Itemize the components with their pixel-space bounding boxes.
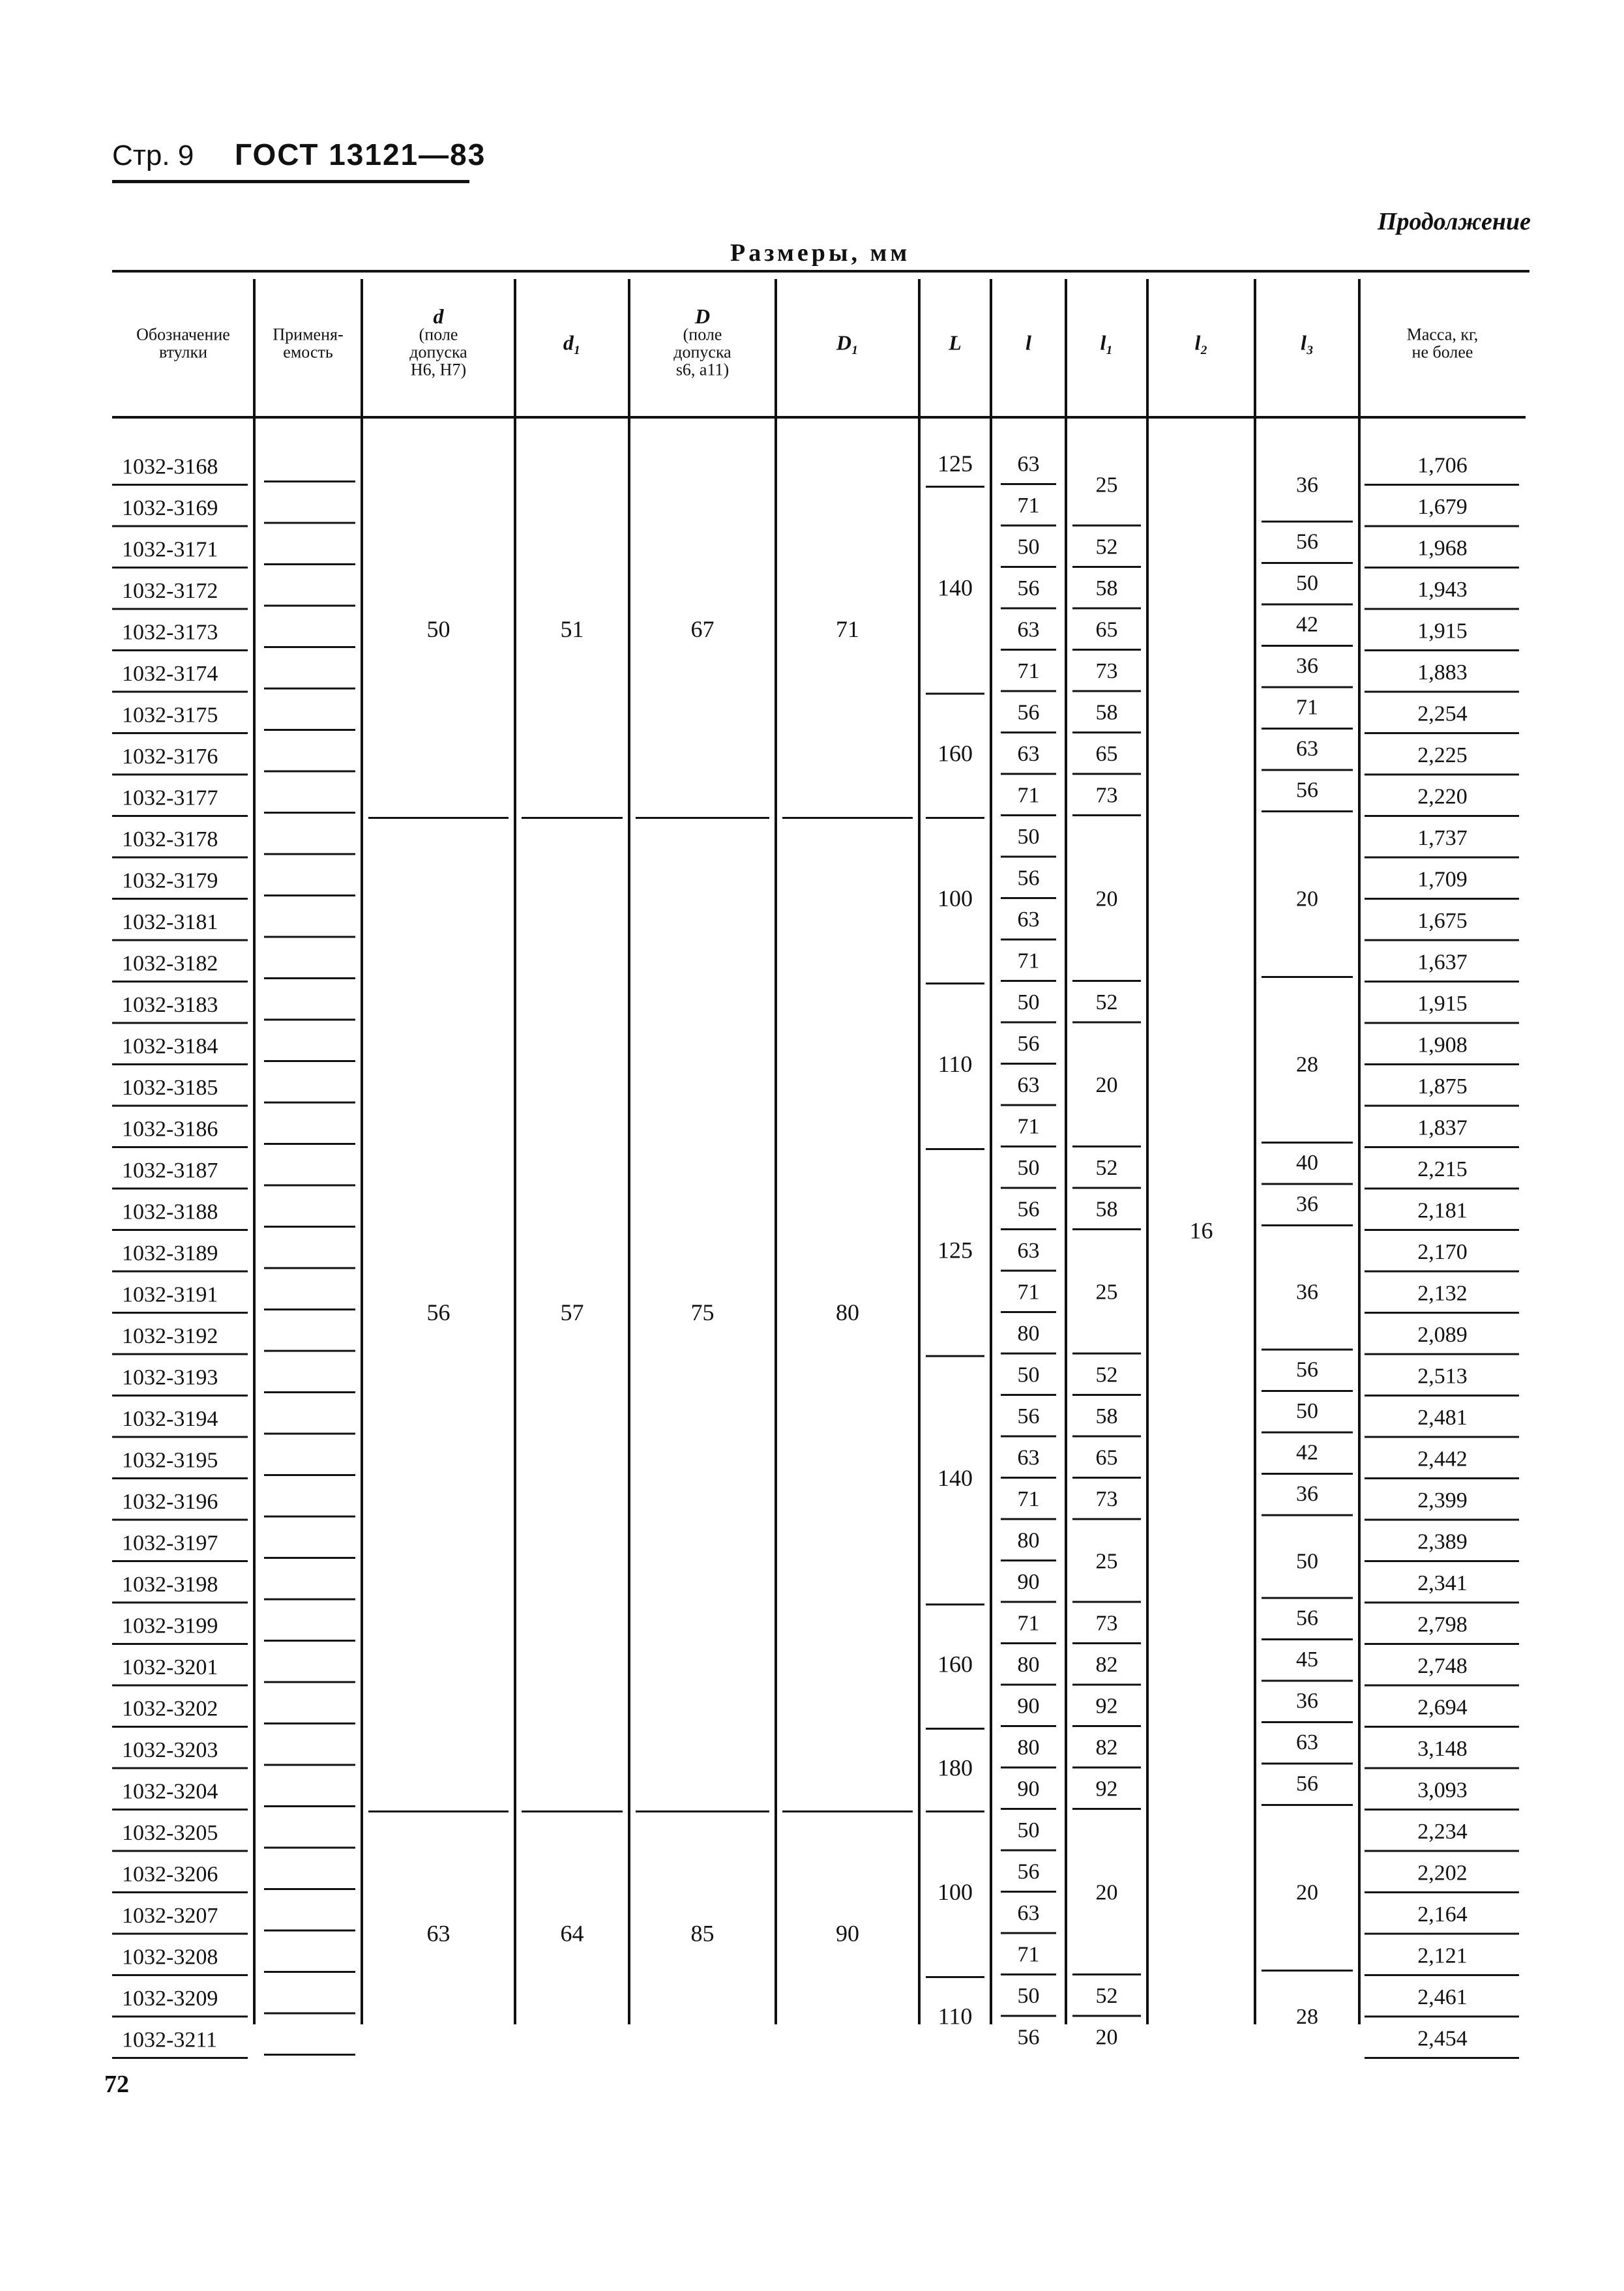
l1-cell: 25 (1095, 473, 1118, 497)
mass-cell: 2,748 (1417, 1654, 1468, 1679)
l3-cell: 42 (1296, 1440, 1318, 1465)
l3-cell: 56 (1296, 529, 1318, 554)
l-cell: 63 (1017, 617, 1040, 642)
mass-cell: 2,399 (1417, 1488, 1468, 1513)
l3-cell: 63 (1296, 737, 1318, 761)
l3-cell: 36 (1296, 1689, 1318, 1713)
L-cell: 100 (937, 1878, 973, 1905)
mass-cell: 2,461 (1417, 1985, 1468, 2010)
mass-cell: 2,513 (1417, 1364, 1468, 1389)
l3-cell: 40 (1296, 1151, 1318, 1175)
designation-cell: 1032-3191 (122, 1282, 218, 1307)
mass-cell: 1,883 (1417, 660, 1468, 685)
l-cell: 71 (1017, 1487, 1040, 1512)
mass-cell: 3,148 (1417, 1737, 1468, 1762)
l1-cell: 52 (1095, 1984, 1118, 2009)
l1-cell: 82 (1095, 1736, 1118, 1760)
l-cell: 56 (1017, 1859, 1040, 1884)
l1-cell: 65 (1095, 742, 1118, 767)
mass-cell: 2,481 (1417, 1406, 1468, 1430)
l-cell: 71 (1017, 1114, 1040, 1139)
l3-cell: 63 (1296, 1730, 1318, 1755)
mass-cell: 2,132 (1417, 1281, 1468, 1306)
l3-cell: 50 (1296, 1549, 1318, 1574)
designation-cell: 1032-3171 (122, 537, 218, 562)
l-cell: 63 (1017, 452, 1040, 477)
l-cell: 56 (1017, 1197, 1040, 1222)
designation-cell: 1032-3206 (122, 1862, 218, 1887)
l-cell: 56 (1017, 576, 1040, 601)
L-cell: 160 (937, 740, 973, 767)
mass-cell: 2,389 (1417, 1530, 1468, 1554)
mass-cell: 2,798 (1417, 1612, 1468, 1637)
l2-cell: 16 (1189, 1217, 1213, 1244)
header-mass: Масса, кг, (1406, 325, 1479, 344)
l-cell: 50 (1017, 1363, 1040, 1387)
l1-cell: 52 (1095, 1156, 1118, 1181)
l-cell: 63 (1017, 1445, 1040, 1470)
l3-cell: 45 (1296, 1648, 1318, 1672)
L-cell: 110 (937, 2003, 973, 2030)
L-cell: 140 (937, 574, 973, 601)
L-cell: 160 (937, 1651, 973, 1678)
l3-cell: 28 (1296, 2004, 1318, 2029)
l-cell: 71 (1017, 783, 1040, 808)
designation-cell: 1032-3187 (122, 1159, 218, 1183)
designation-cell: 1032-3189 (122, 1241, 218, 1266)
l3-cell: 36 (1296, 473, 1318, 497)
l3-cell: 71 (1296, 695, 1318, 720)
l3-cell: 36 (1296, 1482, 1318, 1507)
designation-cell: 1032-3201 (122, 1655, 218, 1680)
designation-cell: 1032-3203 (122, 1738, 218, 1763)
designation-cell: 1032-3202 (122, 1696, 218, 1721)
l-cell: 80 (1017, 1528, 1040, 1553)
l-cell: 50 (1017, 825, 1040, 850)
designation-cell: 1032-3168 (122, 454, 218, 479)
header-d: допуска (409, 342, 467, 362)
mass-cell: 1,709 (1417, 867, 1468, 892)
mass-cell: 2,181 (1417, 1198, 1468, 1223)
L-cell: 180 (937, 1754, 973, 1781)
l-cell: 71 (1017, 1611, 1040, 1636)
l-cell: 90 (1017, 1570, 1040, 1595)
mass-cell: 1,943 (1417, 578, 1468, 602)
mass-cell: 2,202 (1417, 1861, 1468, 1885)
L-cell: 110 (937, 1050, 973, 1077)
l-cell: 71 (1017, 659, 1040, 684)
mass-cell: 1,915 (1417, 619, 1468, 643)
designation-cell: 1032-3194 (122, 1407, 218, 1432)
mass-cell: 1,679 (1417, 495, 1468, 520)
mass-cell: 2,164 (1417, 1902, 1468, 1927)
mass-cell: 2,220 (1417, 784, 1468, 809)
d-cell: 50 (426, 616, 450, 643)
l1-cell: 20 (1095, 1073, 1118, 1098)
l1-cell: 58 (1095, 1404, 1118, 1429)
designation-cell: 1032-3198 (122, 1573, 218, 1597)
designation-cell: 1032-3175 (122, 703, 218, 728)
d-cell: 56 (426, 1299, 450, 1325)
header-applicability: Применя- (273, 325, 344, 344)
l-cell: 50 (1017, 990, 1040, 1015)
l-cell: 56 (1017, 2025, 1040, 2050)
l-cell: 63 (1017, 908, 1040, 932)
l-cell: 71 (1017, 494, 1040, 518)
designation-cell: 1032-3193 (122, 1365, 218, 1390)
l-cell: 63 (1017, 1901, 1040, 1926)
l-cell: 56 (1017, 1404, 1040, 1429)
mass-cell: 2,341 (1417, 1571, 1468, 1596)
l3-cell: 56 (1296, 1357, 1318, 1382)
l-cell: 71 (1017, 1942, 1040, 1967)
d-cell: 63 (426, 1920, 450, 1947)
header-d1: d₁ (563, 331, 582, 355)
header-L: L (949, 331, 962, 355)
mass-cell: 1,737 (1417, 826, 1468, 851)
l1-cell: 65 (1095, 1445, 1118, 1470)
header-d: (поле (419, 325, 458, 344)
D-cell: 75 (690, 1299, 715, 1325)
designation-cell: 1032-3172 (122, 579, 218, 604)
page-label: Стр. 9 (112, 140, 194, 171)
mass-cell: 1,637 (1417, 950, 1468, 975)
L-cell: 140 (937, 1464, 973, 1491)
header-D: D (694, 304, 711, 328)
l1-cell: 52 (1095, 535, 1118, 559)
sizes-title: Размеры, мм (730, 239, 911, 267)
designation-cell: 1032-3173 (122, 620, 218, 645)
l3-cell: 56 (1296, 778, 1318, 803)
header-mass: не более (1411, 342, 1473, 362)
designation-cell: 1032-3181 (122, 910, 218, 935)
l3-cell: 20 (1296, 1880, 1318, 1905)
header-d: H6, H7) (410, 360, 467, 379)
mass-cell: 2,254 (1417, 702, 1468, 726)
l1-cell: 52 (1095, 1363, 1118, 1387)
D1-cell: 71 (836, 616, 859, 643)
designation-cell: 1032-3195 (122, 1448, 218, 1473)
l-cell: 71 (1017, 949, 1040, 973)
D1-cell: 90 (836, 1920, 859, 1947)
mass-cell: 2,121 (1417, 1944, 1468, 1968)
header-designation: втулки (158, 342, 208, 362)
designation-cell: 1032-3186 (122, 1117, 218, 1142)
l-cell: 80 (1017, 1322, 1040, 1346)
designation-cell: 1032-3207 (122, 1904, 218, 1929)
l-cell: 56 (1017, 1031, 1040, 1056)
header-l3: l₃ (1300, 331, 1314, 355)
D-cell: 67 (690, 616, 715, 643)
l1-cell: 20 (1095, 887, 1118, 911)
l-cell: 90 (1017, 1694, 1040, 1719)
designation-cell: 1032-3209 (122, 1987, 218, 2011)
l3-cell: 56 (1296, 1771, 1318, 1796)
header-D: допуска (673, 342, 731, 362)
L-cell: 125 (937, 451, 973, 477)
D-cell: 85 (690, 1920, 715, 1947)
designation-cell: 1032-3178 (122, 827, 218, 852)
l1-cell: 73 (1095, 1611, 1118, 1636)
l1-cell: 20 (1095, 2025, 1118, 2050)
mass-cell: 2,170 (1417, 1240, 1468, 1265)
l3-cell: 20 (1296, 887, 1318, 911)
mass-cell: 2,454 (1417, 2026, 1468, 2051)
header-applicability: емость (283, 342, 333, 362)
mass-cell: 1,968 (1417, 536, 1468, 561)
l-cell: 50 (1017, 535, 1040, 559)
l1-cell: 73 (1095, 659, 1118, 684)
l3-cell: 50 (1296, 1399, 1318, 1424)
l3-cell: 56 (1296, 1606, 1318, 1631)
designation-cell: 1032-3188 (122, 1200, 218, 1224)
designation-cell: 1032-3174 (122, 662, 218, 687)
designation-cell: 1032-3208 (122, 1945, 218, 1970)
header-D1: D₁ (836, 331, 859, 355)
l1-cell: 58 (1095, 1197, 1118, 1222)
l3-cell: 36 (1296, 1192, 1318, 1217)
designation-cell: 1032-3204 (122, 1779, 218, 1804)
l-cell: 63 (1017, 1073, 1040, 1098)
L-cell: 125 (937, 1237, 973, 1264)
l-cell: 71 (1017, 1280, 1040, 1305)
l-cell: 80 (1017, 1736, 1040, 1760)
designation-cell: 1032-3176 (122, 745, 218, 769)
l1-cell: 82 (1095, 1653, 1118, 1678)
d1-cell: 51 (560, 616, 584, 643)
d1-cell: 57 (560, 1299, 584, 1325)
continuation-label: Продолжение (1377, 208, 1531, 235)
designation-cell: 1032-3182 (122, 951, 218, 976)
mass-cell: 3,093 (1417, 1778, 1468, 1803)
l1-cell: 73 (1095, 783, 1118, 808)
l-cell: 63 (1017, 1239, 1040, 1264)
mass-cell: 1,706 (1417, 453, 1468, 478)
l-cell: 63 (1017, 742, 1040, 767)
designation-cell: 1032-3205 (122, 1821, 218, 1846)
mass-cell: 2,694 (1417, 1695, 1468, 1720)
l-cell: 90 (1017, 1777, 1040, 1801)
header-l: l (1026, 331, 1031, 355)
mass-cell: 1,908 (1417, 1033, 1468, 1057)
header-l1: l₁ (1100, 331, 1114, 355)
standard-title: ГОСТ 13121—83 (235, 138, 486, 171)
d1-cell: 64 (560, 1920, 584, 1947)
designation-cell: 1032-3183 (122, 993, 218, 1018)
l1-cell: 92 (1095, 1777, 1118, 1801)
designation-cell: 1032-3197 (122, 1531, 218, 1556)
designation-cell: 1032-3196 (122, 1490, 218, 1515)
l1-cell: 92 (1095, 1694, 1118, 1719)
l-cell: 50 (1017, 1984, 1040, 2009)
mass-cell: 2,215 (1417, 1157, 1468, 1182)
designation-cell: 1032-3179 (122, 868, 218, 893)
mass-cell: 1,837 (1417, 1116, 1468, 1140)
header-D: (поле (683, 325, 722, 344)
l3-cell: 36 (1296, 1280, 1318, 1305)
designation-cell: 1032-3211 (122, 2028, 218, 2052)
mass-cell: 2,442 (1417, 1447, 1468, 1471)
l1-cell: 73 (1095, 1487, 1118, 1512)
mass-cell: 1,675 (1417, 909, 1468, 934)
designation-cell: 1032-3192 (122, 1324, 218, 1349)
l1-cell: 25 (1095, 1280, 1118, 1305)
l3-cell: 28 (1296, 1052, 1318, 1077)
l3-cell: 50 (1296, 571, 1318, 596)
mass-cell: 1,875 (1417, 1074, 1468, 1099)
l1-cell: 58 (1095, 700, 1118, 725)
header-d: d (433, 304, 444, 328)
l3-cell: 36 (1296, 654, 1318, 679)
D1-cell: 80 (836, 1299, 859, 1325)
header-designation: Обозначение (136, 325, 230, 344)
l-cell: 50 (1017, 1156, 1040, 1181)
l1-cell: 25 (1095, 1549, 1118, 1574)
l-cell: 80 (1017, 1653, 1040, 1678)
l-cell: 50 (1017, 1818, 1040, 1843)
mass-cell: 1,915 (1417, 992, 1468, 1016)
l1-cell: 52 (1095, 990, 1118, 1015)
L-cell: 100 (937, 885, 973, 911)
designation-cell: 1032-3184 (122, 1034, 218, 1059)
header-l2: l₂ (1194, 331, 1208, 355)
mass-cell: 2,234 (1417, 1820, 1468, 1844)
designation-cell: 1032-3199 (122, 1614, 218, 1638)
l-cell: 56 (1017, 700, 1040, 725)
l-cell: 56 (1017, 866, 1040, 891)
l3-cell: 42 (1296, 612, 1318, 637)
header-D: s6, a11) (675, 360, 730, 379)
designation-cell: 1032-3177 (122, 786, 218, 810)
l1-cell: 65 (1095, 617, 1118, 642)
mass-cell: 2,225 (1417, 743, 1468, 768)
designation-cell: 1032-3169 (122, 496, 218, 521)
mass-cell: 2,089 (1417, 1323, 1468, 1348)
designation-cell: 1032-3185 (122, 1076, 218, 1101)
l1-cell: 58 (1095, 576, 1118, 601)
l1-cell: 20 (1095, 1880, 1118, 1905)
page-number: 72 (104, 2071, 129, 2098)
